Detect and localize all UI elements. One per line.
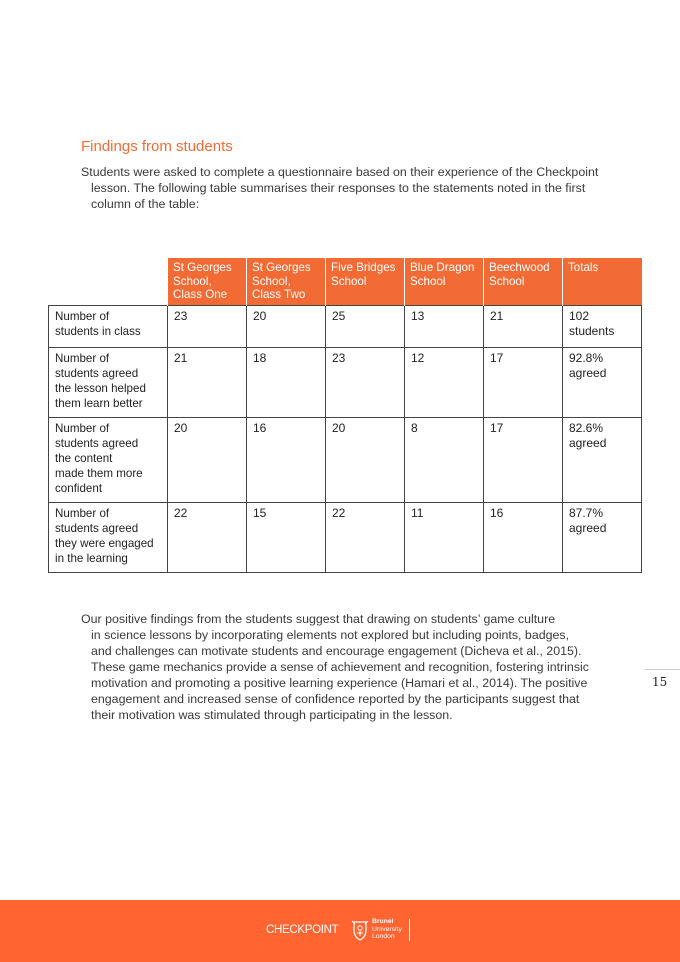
total-cell xyxy=(563,347,642,417)
footer-bar xyxy=(0,900,680,962)
total-cell xyxy=(563,502,642,572)
brunel-line: London xyxy=(372,933,395,941)
column-header xyxy=(563,258,642,305)
value-cell: 15 xyxy=(247,502,326,572)
findings-paragraph xyxy=(81,611,641,723)
total-line: agreed xyxy=(569,365,607,380)
header-line: School xyxy=(331,274,367,288)
findings-line: engagement and increased sense of confidence reported by the participants suggest that xyxy=(91,692,580,706)
value-cell: 22 xyxy=(326,502,405,572)
brunel-line: Brunel xyxy=(372,918,394,925)
row-label-line: Number of xyxy=(55,351,110,365)
row-label-cell xyxy=(49,305,168,347)
brunel-crest-icon xyxy=(351,919,369,941)
table-row xyxy=(49,305,642,347)
total-cell xyxy=(563,305,642,347)
total-line: 102 xyxy=(569,308,590,323)
header-line: Totals xyxy=(568,261,599,274)
header-line: Class Two xyxy=(252,288,306,301)
value-cell: 16 xyxy=(484,502,563,572)
total-cell xyxy=(563,417,642,502)
brunel-logo-text xyxy=(372,918,402,941)
brunel-line: University xyxy=(372,925,402,933)
value-cell: 20 xyxy=(326,417,405,502)
page-number-rule xyxy=(645,669,680,670)
total-line: agreed xyxy=(569,520,607,535)
findings-line: motivation and promoting a positive learning experience (Hamari et al., 2014). The positive xyxy=(91,676,588,690)
header-line: Class One xyxy=(173,288,228,301)
header-blank-cell xyxy=(49,258,168,305)
value-cell: 21 xyxy=(168,347,247,417)
row-label-line: students agreed xyxy=(55,436,139,450)
total-line: 87.7% xyxy=(569,505,604,520)
results-table xyxy=(48,258,642,573)
row-label-line: they were engaged xyxy=(55,536,154,550)
section-heading: Findings from students xyxy=(81,138,233,155)
value-cell: 20 xyxy=(168,417,247,502)
column-header xyxy=(168,258,247,305)
total-line: 92.8% xyxy=(569,350,604,365)
row-label-line: students agreed xyxy=(55,366,139,380)
value-cell: 17 xyxy=(484,347,563,417)
column-header xyxy=(484,258,563,305)
value-cell: 8 xyxy=(405,417,484,502)
header-line: Five Bridges xyxy=(331,261,396,274)
row-label-cell xyxy=(49,417,168,502)
row-label-line: made them more xyxy=(55,466,143,480)
total-line: 82.6% xyxy=(569,420,604,435)
column-header xyxy=(405,258,484,305)
row-label-cell xyxy=(49,347,168,417)
header-line: Blue Dragon xyxy=(410,261,475,274)
row-label-cell xyxy=(49,502,168,572)
value-cell: 16 xyxy=(247,417,326,502)
row-label-line: students in class xyxy=(55,324,141,338)
column-header xyxy=(247,258,326,305)
checkpoint-logo: CHECKPOINT xyxy=(266,924,339,936)
value-cell: 18 xyxy=(247,347,326,417)
value-cell: 21 xyxy=(484,305,563,347)
value-cell: 13 xyxy=(405,305,484,347)
page-number: 15 xyxy=(652,675,668,689)
row-label-line: students agreed xyxy=(55,521,139,535)
header-line: St Georges xyxy=(252,261,311,274)
value-cell: 25 xyxy=(326,305,405,347)
column-header xyxy=(326,258,405,305)
table-row xyxy=(49,417,642,502)
header-line: Beechwood xyxy=(489,261,550,274)
intro-line: lesson. The following table summarises their responses to the statements noted in the first xyxy=(91,181,586,195)
table-row xyxy=(49,502,642,572)
brunel-divider xyxy=(409,919,410,941)
findings-line: their motivation was stimulated through participating in the lesson. xyxy=(91,708,453,722)
header-line: School xyxy=(489,274,525,288)
row-label-line: in the learning xyxy=(55,551,128,565)
total-line: students xyxy=(569,323,615,338)
value-cell: 23 xyxy=(326,347,405,417)
findings-line: Our positive findings from the students suggest that drawing on students’ game culture xyxy=(81,612,556,626)
value-cell: 22 xyxy=(168,502,247,572)
row-label-line: them learn better xyxy=(55,396,143,410)
total-line: agreed xyxy=(569,435,607,450)
value-cell: 20 xyxy=(247,305,326,347)
header-line: School, xyxy=(252,274,291,288)
table-header-row xyxy=(49,258,642,305)
header-line: St Georges xyxy=(173,261,232,274)
header-line: School xyxy=(410,274,446,288)
value-cell: 11 xyxy=(405,502,484,572)
value-cell: 23 xyxy=(168,305,247,347)
value-cell: 12 xyxy=(405,347,484,417)
findings-line: in science lessons by incorporating elements not explored but including points, badges, xyxy=(91,628,570,642)
findings-line: and challenges can motivate students and encourage engagement (Dicheva et al., 2015). xyxy=(91,644,582,658)
row-label-line: Number of xyxy=(55,506,110,520)
row-label-line: confident xyxy=(55,481,103,495)
header-line: School, xyxy=(173,274,212,288)
row-label-line: the lesson helped xyxy=(55,381,146,395)
intro-line: column of the table: xyxy=(91,197,200,211)
value-cell: 17 xyxy=(484,417,563,502)
intro-line: Students were asked to complete a questionnaire based on their experience of the Checkpoint xyxy=(81,165,599,179)
row-label-line: the content xyxy=(55,451,113,465)
findings-line: These game mechanics provide a sense of achievement and recognition, fostering intrinsic xyxy=(91,660,589,674)
table-row xyxy=(49,347,642,417)
row-label-line: Number of xyxy=(55,421,110,435)
row-label-line: Number of xyxy=(55,309,110,323)
intro-paragraph xyxy=(81,164,641,212)
